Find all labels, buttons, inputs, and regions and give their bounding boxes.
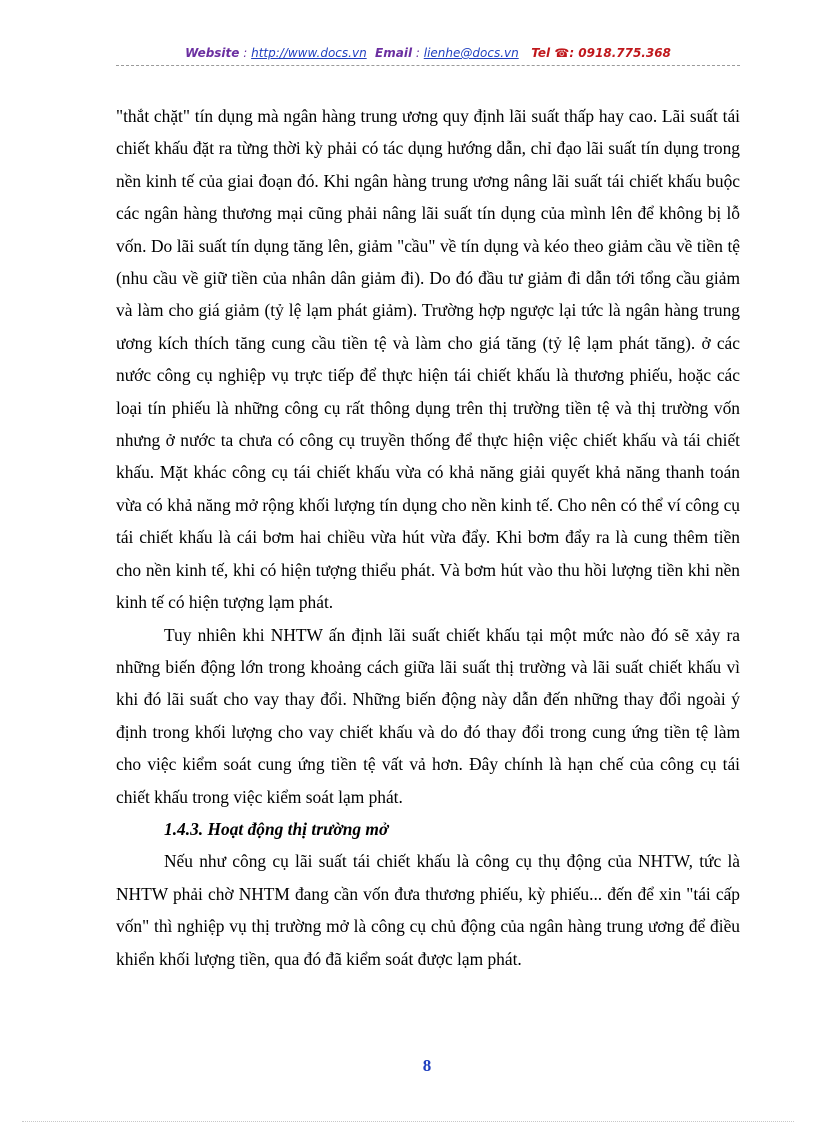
tel-number: : 0918.775.368 — [569, 46, 671, 60]
paragraph-1: "thắt chặt" tín dụng mà ngân hàng trung ương quy định lãi suất thấp hay cao. Lãi suất tái chiết khấu đặt ra từng thời kỳ phải có tác dụng hướng dẫn, chỉ đạo lãi suất tín dụng trong nền kinh tế của giai đoạn đó. Khi ngân hàng trung ương nâng lãi suất tái chiết khấu buộc các ngân hàng thương mại cũng phải nâng lãi suất tín dụng của mình lên để không bị lỗ vốn. Do lãi suất tín dụng tăng lên, giảm "cầu" về tín dụng và kéo theo giảm cầu về tiền tệ (nhu cầu về giữ tiền của nhân dân giảm đi). Do đó đầu tư giảm đi dẫn tới tổng cầu giảm và làm cho giá giảm (tỷ lệ lạm phát giảm). Trường hợp ngược lại tức là ngân hàng trung ương kích thích tăng cung cầu tiền tệ và làm cho giá tăng (tỷ lệ lạm phát tăng). ở các nước công cụ nghiệp vụ trực tiếp để thực hiện tái chiết khấu là thương phiếu, hoặc các loại tín phiếu là những công cụ rất thông dụng trên thị trường tiền tệ và thị trường vốn nhưng ở nước ta chưa có công cụ truyền thống để thực hiện việc chiết khấu và tái chiết khấu. Mặt khác công cụ tái chiết khấu vừa có khả năng giải quyết khả năng thanh toán vừa có khả năng mở rộng khối lượng tín dụng cho nền kinh tế. Cho nên có thể ví công cụ tái chiết khấu là cái bơm hai chiều vừa hút vừa đẩy. Khi bơm đẩy ra là cung thêm tiền cho nền kinh tế, khi có hiện tượng thiểu phát. Và bơm hút vào thu hồi lượng tiền khi nền kinh tế có hiện tượng lạm phát. — [116, 106, 740, 613]
paragraph-2: Tuy nhiên khi NHTW ấn định lãi suất chiết khấu tại một mức nào đó sẽ xảy ra những biến động lớn trong khoảng cách giữa lãi suất thị trường và lãi suất chiết khấu vì khi đó lãi suất cho vay thay đổi. Những biến động này dẫn đến những thay đổi ngoài ý định trong khối lượng cho vay chiết khấu và do đó thay đổi trong cung ứng tiền tệ làm cho việc kiểm soát cung ứng tiền tệ vất vả hơn. Đây chính là hạn chế của công cụ tái chiết khấu trong việc kiểm soát lạm phát. — [116, 624, 740, 807]
tel-label: Tel — [531, 46, 551, 60]
section-heading: 1.4.3. Hoạt động thị trường mở — [164, 818, 389, 839]
website-link[interactable]: http://www.docs.vn — [251, 46, 367, 60]
email-separator: : — [412, 46, 424, 60]
header-divider — [116, 65, 740, 66]
phone-icon: ☎ — [554, 46, 570, 60]
website-label: Website — [185, 46, 240, 60]
email-link[interactable]: lienhe@docs.vn — [423, 46, 519, 60]
email-label: Email — [375, 46, 413, 60]
paragraph-3: Nếu như công cụ lãi suất tái chiết khấu là công cụ thụ động của NHTW, tức là NHTW phải chờ NHTM đang cần vốn đưa thương phiếu, kỳ phiếu... đến để xin "tái cấp vốn" thì nghiệp vụ thị trường mở là công cụ chủ động của ngân hàng trung ương để điều khiển khối lượng tiền, qua đó đã kiểm soát được lạm phát. — [116, 851, 740, 969]
page-bottom-border — [22, 1121, 794, 1122]
page-header — [116, 46, 740, 60]
page-number: 8 — [422, 1056, 432, 1075]
website-separator: : — [239, 46, 252, 60]
document-body — [116, 100, 740, 975]
